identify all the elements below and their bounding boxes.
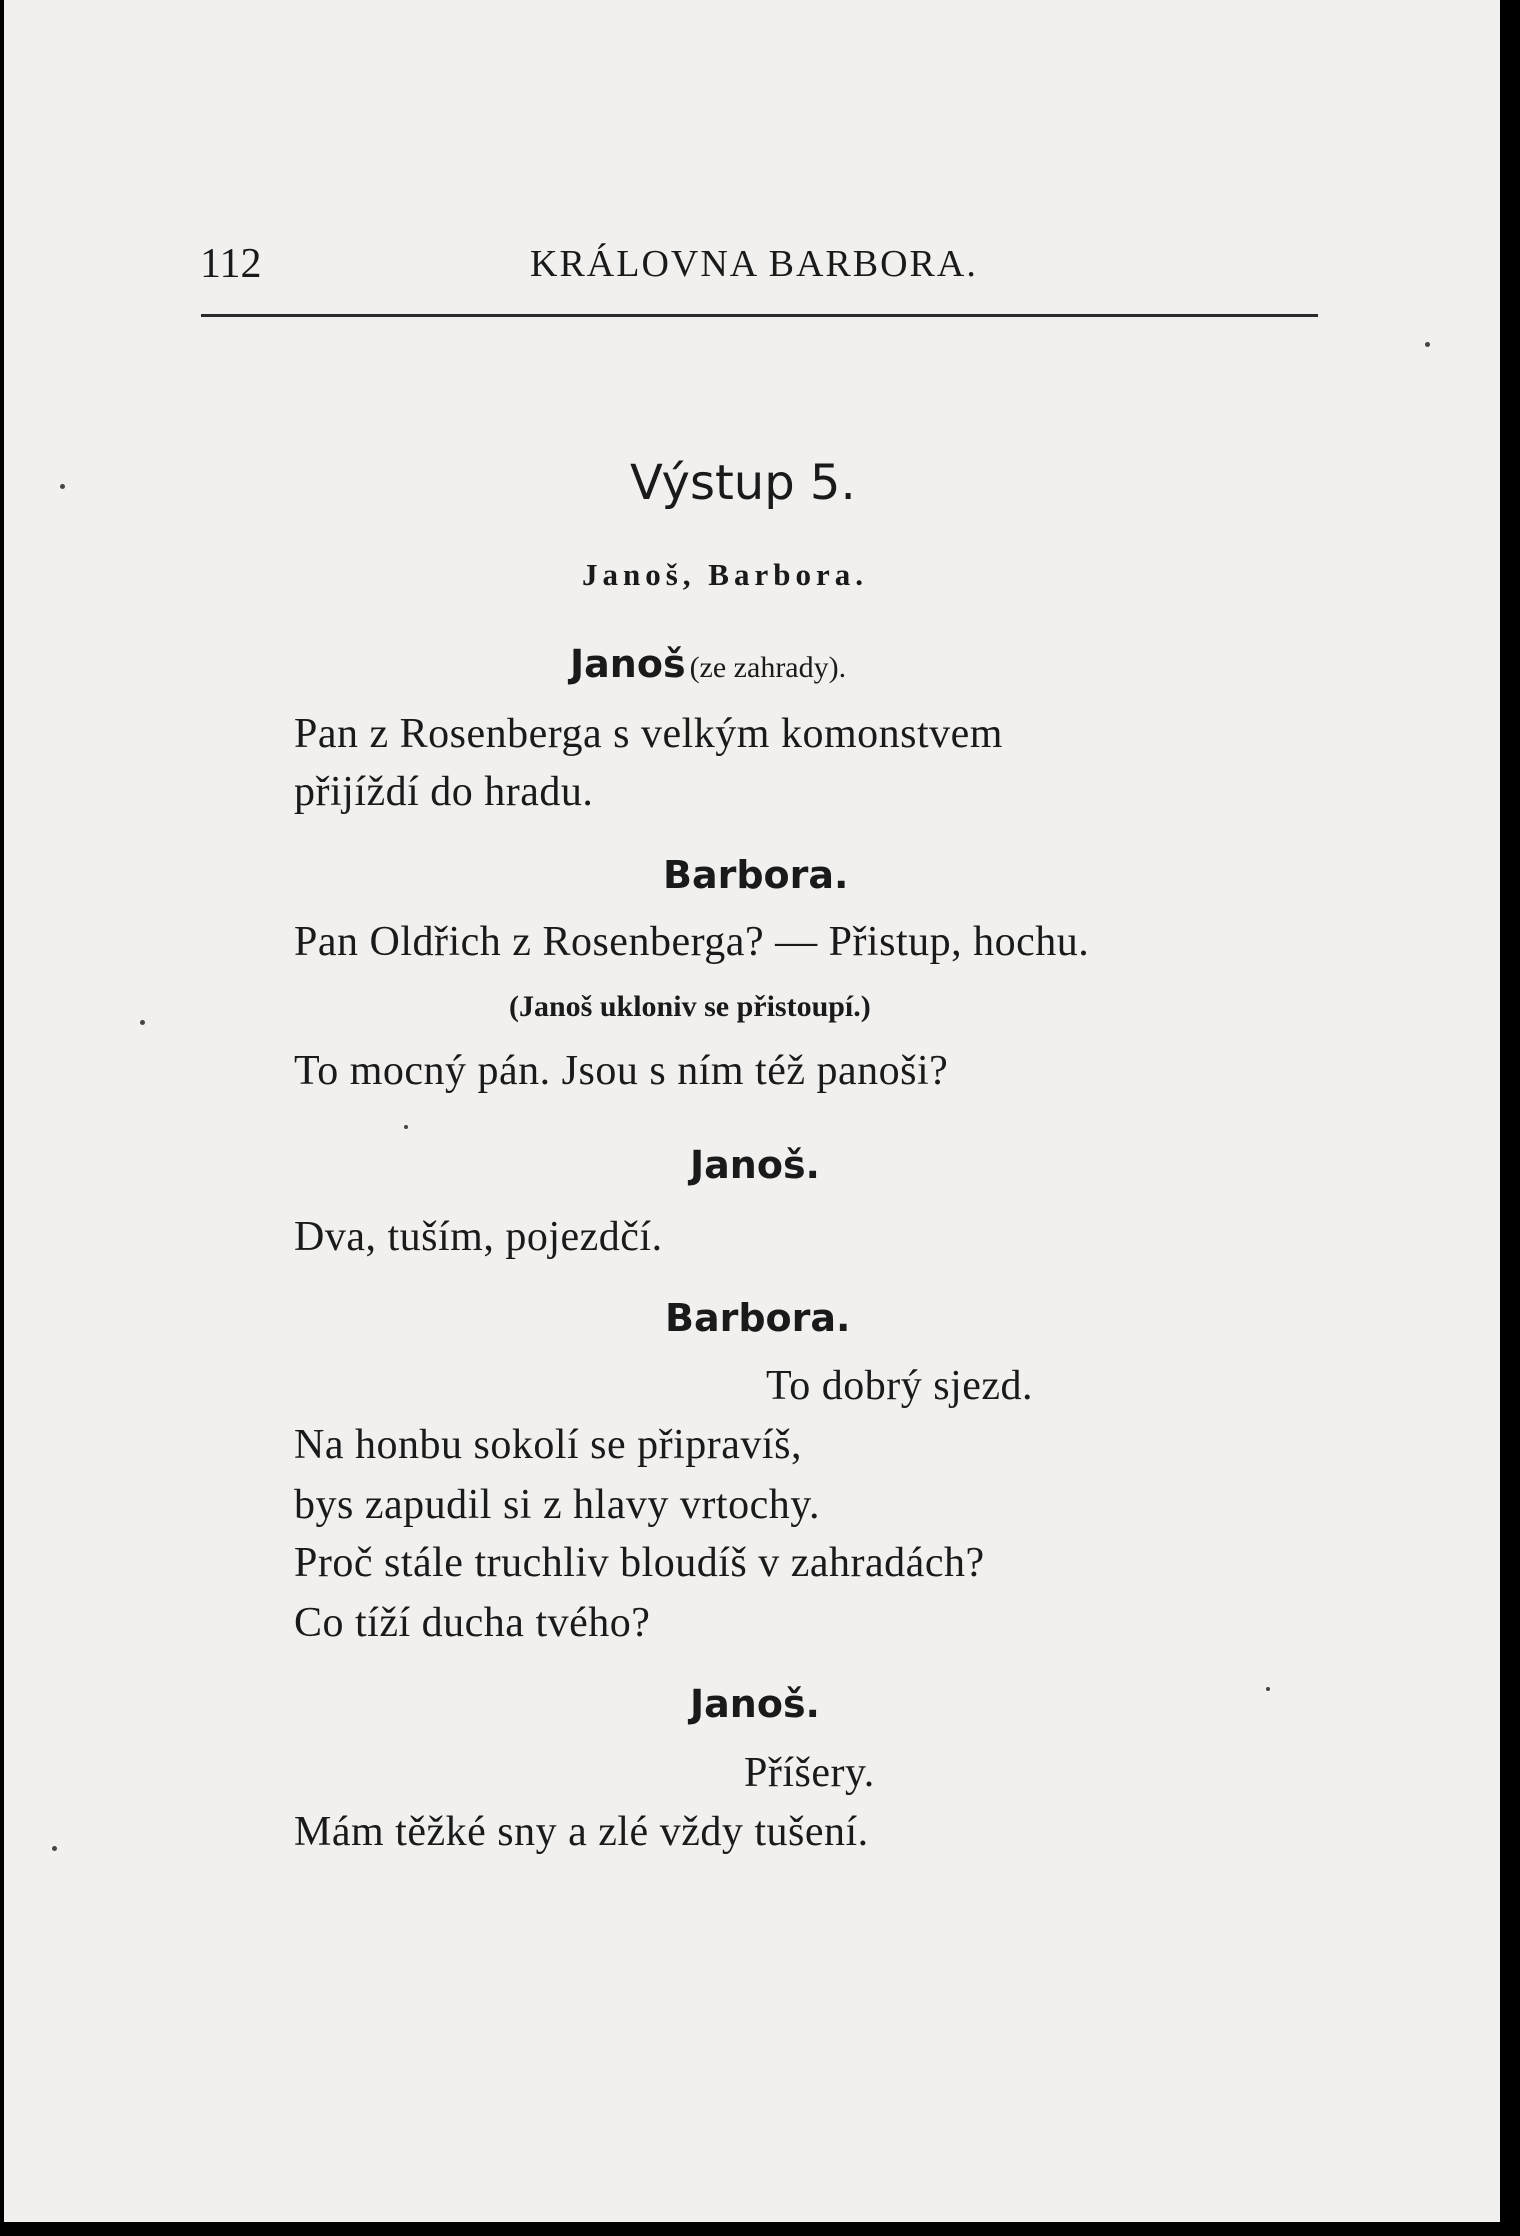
speaker-name: Janoš.	[690, 1682, 820, 1726]
running-title: KRÁLOVNA BARBORA.	[530, 243, 978, 285]
verse-line: Dva, tuším, pojezdčí.	[294, 1214, 663, 1260]
scan-speck	[140, 1020, 145, 1025]
verse-line: Příšery.	[744, 1750, 875, 1796]
scan-speck	[60, 484, 65, 489]
verse-line: Proč stále truchliv bloudíš v zahradách?	[294, 1540, 985, 1586]
scan-speck	[52, 1846, 57, 1851]
verse-line: Pan Oldřich z Rosenberga? — Přistup, hochu.	[294, 919, 1090, 965]
verse-line: To dobrý sjezd.	[766, 1363, 1034, 1409]
speaker-heading	[570, 642, 846, 686]
scan-border-bottom	[0, 2222, 1520, 2236]
page-number: 112	[200, 241, 262, 287]
scan-border-right	[1500, 0, 1520, 2236]
verse-line: Co tíží ducha tvého?	[294, 1600, 651, 1646]
speaker-name: Barbora.	[663, 853, 849, 897]
stage-direction: (ze zahrady).	[689, 651, 847, 684]
header-rule	[201, 314, 1318, 317]
speaker-name: Barbora.	[665, 1296, 851, 1340]
scan-speck	[404, 1125, 408, 1129]
verse-line: přijíždí do hradu.	[294, 769, 594, 815]
scan-speck	[1266, 1687, 1270, 1691]
stage-direction: (Janoš ukloniv se přistoupí.)	[509, 990, 871, 1023]
verse-line: Na honbu sokolí se připravíš,	[294, 1422, 802, 1468]
scene-cast: Janoš, Barbora.	[582, 557, 868, 592]
verse-line: To mocný pán. Jsou s ním též panoši?	[294, 1048, 949, 1094]
verse-line: Pan z Rosenberga s velkým komonstvem	[294, 711, 1003, 757]
verse-line: bys zapudil si z hlavy vrtochy.	[294, 1482, 821, 1528]
speaker-name: Janoš.	[690, 1143, 820, 1187]
verse-line: Mám těžké sny a zlé vždy tušení.	[294, 1809, 869, 1855]
book-page	[4, 0, 1500, 2222]
speaker-name: Janoš	[570, 642, 686, 686]
scene-title: Výstup 5.	[630, 455, 856, 511]
scan-speck	[1425, 342, 1430, 347]
